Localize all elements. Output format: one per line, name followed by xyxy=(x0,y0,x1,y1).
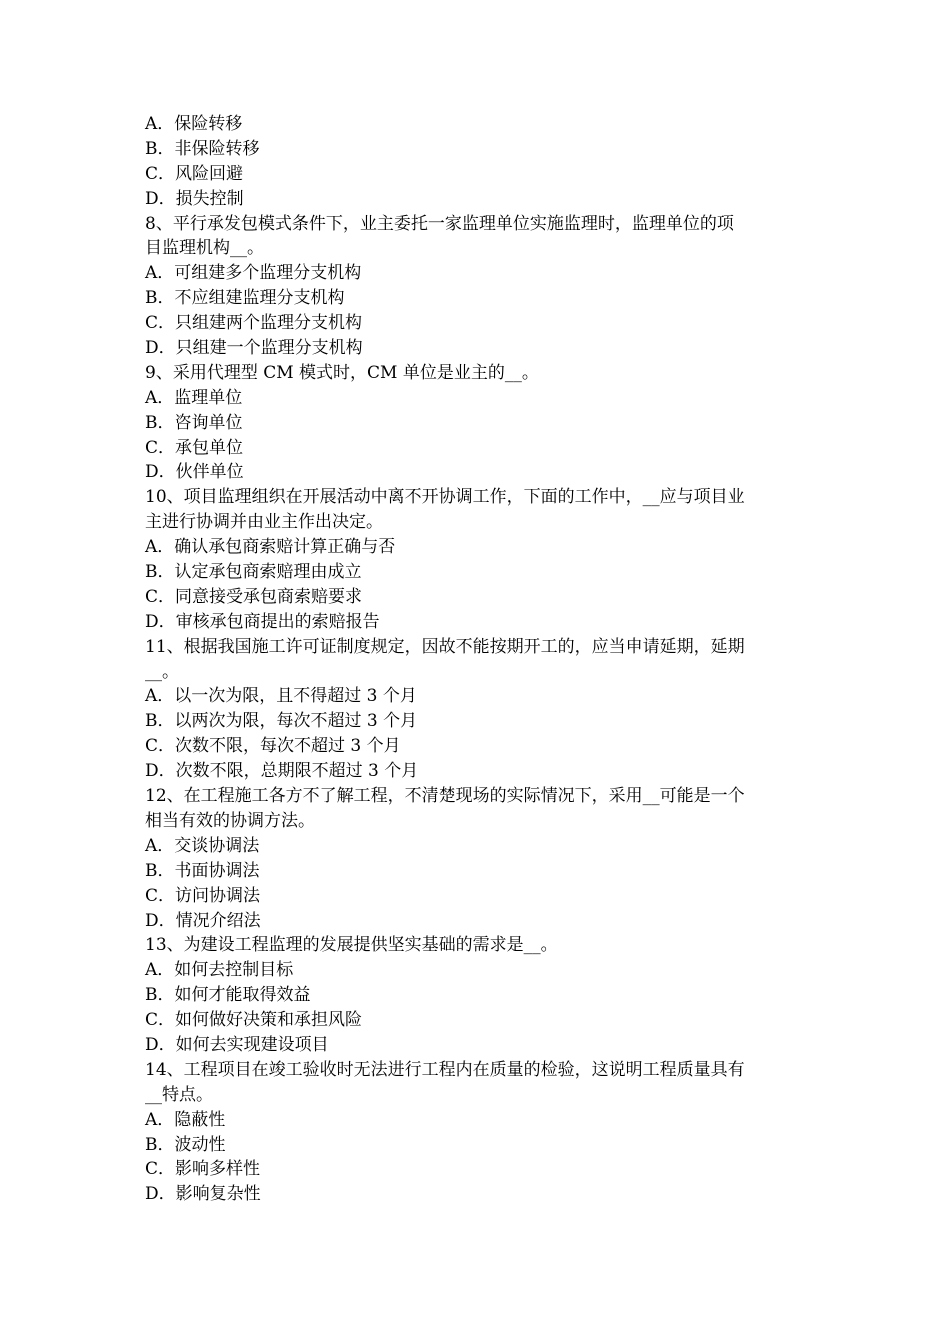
question-line: 相当有效的协调方法。 xyxy=(145,810,315,831)
option-line: A．以一次为限，且不得超过 3 个月 xyxy=(145,686,417,707)
option-line: A．如何去控制目标 xyxy=(145,960,294,981)
option-line: C．影响多样性 xyxy=(145,1159,261,1180)
question-line: __特点。 xyxy=(145,1084,213,1105)
option-line: C．次数不限，每次不超过 3 个月 xyxy=(145,736,401,757)
option-line: D．情况介绍法 xyxy=(145,910,261,931)
question-line: 14、工程项目在竣工验收时无法进行工程内在质量的检验，这说明工程质量具有 xyxy=(145,1059,745,1080)
option-line: D．伙伴单位 xyxy=(145,462,244,483)
option-line: B．以两次为限，每次不超过 3 个月 xyxy=(145,711,418,732)
question-line: 9、采用代理型 CM 模式时，CM 单位是业主的__。 xyxy=(145,362,539,383)
option-line: B．认定承包商索赔理由成立 xyxy=(145,562,362,583)
option-line: A．确认承包商索赔计算正确与否 xyxy=(145,537,396,558)
question-line: 13、为建设工程监理的发展提供坚实基础的需求是__。 xyxy=(145,935,558,956)
option-line: D．损失控制 xyxy=(145,188,244,209)
option-line: C．如何做好决策和承担风险 xyxy=(145,1010,363,1031)
option-line: C．只组建两个监理分支机构 xyxy=(145,313,363,334)
option-line: B．不应组建监理分支机构 xyxy=(145,288,345,309)
option-line: D．如何去实现建设项目 xyxy=(145,1034,329,1055)
option-line: A．隐蔽性 xyxy=(145,1109,226,1130)
option-line: B．书面协调法 xyxy=(145,860,260,881)
option-line: B．波动性 xyxy=(145,1134,226,1155)
option-line: A．保险转移 xyxy=(145,114,243,134)
question-line: __。 xyxy=(145,661,179,682)
option-line: A．可组建多个监理分支机构 xyxy=(145,263,362,284)
question-line: 目监理机构__。 xyxy=(145,238,264,259)
option-line: C．承包单位 xyxy=(145,437,244,458)
option-line: C．同意接受承包商索赔要求 xyxy=(145,586,363,607)
option-line: C．风险回避 xyxy=(145,163,244,184)
option-line: B．如何才能取得效益 xyxy=(145,985,311,1006)
option-line: B．非保险转移 xyxy=(145,138,260,159)
question-line: 8、平行承发包模式条件下，业主委托一家监理单位实施监理时，监理单位的项 xyxy=(145,213,734,234)
option-line: D．只组建一个监理分支机构 xyxy=(145,338,363,359)
question-line: 主进行协调并由业主作出决定。 xyxy=(145,512,383,533)
question-line: 11、根据我国施工许可证制度规定，因故不能按期开工的，应当申请延期，延期 xyxy=(145,636,745,657)
question-line: 10、项目监理组织在开展活动中离不开协调工作，下面的工作中，__应与项目业 xyxy=(145,487,745,508)
option-line: D．次数不限，总期限不超过 3 个月 xyxy=(145,761,419,782)
option-line: A．监理单位 xyxy=(145,387,243,408)
option-line: D．审核承包商提出的索赔报告 xyxy=(145,611,380,632)
document-body xyxy=(145,112,815,1207)
option-line: A．交谈协调法 xyxy=(145,835,260,856)
option-line: D．影响复杂性 xyxy=(145,1184,261,1205)
question-line: 12、在工程施工各方不了解工程，不清楚现场的实际情况下，采用__可能是一个 xyxy=(145,786,745,807)
option-line: C．访问协调法 xyxy=(145,885,261,906)
option-line: B．咨询单位 xyxy=(145,412,243,433)
